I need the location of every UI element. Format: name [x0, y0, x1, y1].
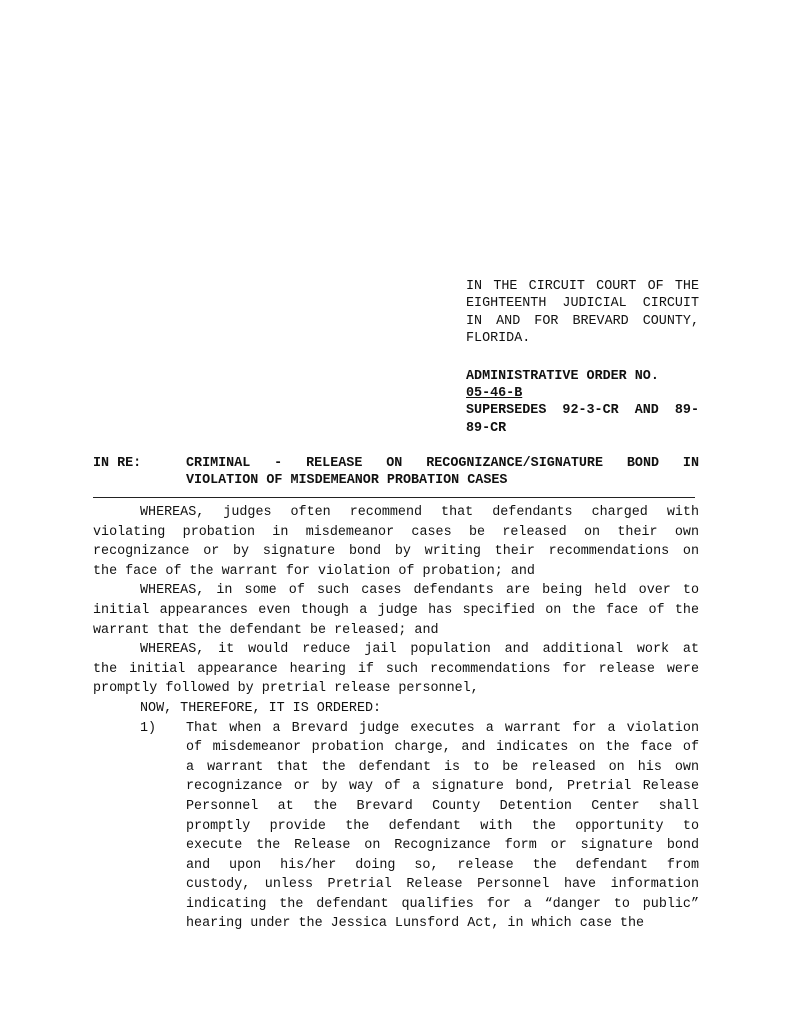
court-caption-line: IN THE CIRCUIT COURT OF THE	[466, 279, 699, 294]
item-text-line: execute the Release on Recognizance form or signature bond	[186, 838, 699, 854]
court-caption-line: IN AND FOR BREVARD COUNTY,	[466, 313, 699, 329]
item-text-line: indicating the defendant qualifies for a “danger to public”	[186, 896, 699, 912]
court-caption-line: FLORIDA.	[466, 331, 531, 347]
item-text-line: Personnel at the Brevard County Detention Center shall	[186, 798, 699, 814]
order-supersedes-line: SUPERSEDES 92-3-CR AND 89-	[466, 403, 699, 419]
whereas-paragraph-line: the face of the warrant for violation of probation; and	[93, 563, 535, 579]
whereas-paragraph-line: initial appearances even though a judge has specified on the face of the	[93, 602, 699, 618]
order-number-line: 05-46-B	[466, 386, 523, 402]
whereas-paragraph-line: WHEREAS, in some of such cases defendants are being held over to	[140, 583, 699, 599]
item-text-line: custody, unless Pretrial Release Personnel have information	[186, 877, 699, 893]
whereas-paragraph-line: violating probation in misdemeanor cases be released on their own	[93, 524, 699, 540]
whereas-paragraph-line: WHEREAS, it would reduce jail population and additional work at	[140, 642, 699, 658]
item-text-line: promptly provide the defendant with the opportunity to	[186, 818, 699, 834]
in-re-subject	[186, 456, 699, 489]
in-re-subject-line: CRIMINAL - RELEASE ON RECOGNIZANCE/SIGNATURE BOND IN	[186, 456, 699, 471]
order-number-line: ADMINISTRATIVE ORDER NO.	[466, 368, 659, 384]
item-text-line: a warrant that the defendant is to be released on his own	[186, 759, 699, 775]
item-text-line: recognizance or by way of a signature bond, Pretrial Release	[186, 779, 699, 795]
ordered-item-1	[93, 719, 699, 935]
whereas-paragraph-line: the initial appearance hearing if such recommendations for release were	[93, 661, 699, 677]
item-text-line: and upon his/her doing so, release the defendant from	[186, 857, 699, 873]
in-re-label: IN RE:	[93, 456, 142, 471]
item-text-line: hearing under the Jessica Lunsford Act, in which case the	[186, 916, 645, 932]
court-caption	[466, 278, 699, 437]
order-body	[93, 503, 699, 934]
item-number: 1)	[140, 720, 157, 736]
item-text-line: That when a Brevard judge executes a warrant for a violation	[186, 720, 699, 736]
whereas-paragraph-line: warrant that the defendant be released; and	[93, 622, 439, 638]
item-text	[186, 719, 699, 935]
whereas-paragraph-line: WHEREAS, judges often recommend that defendants charged with	[140, 505, 699, 520]
ordered-heading: NOW, THEREFORE, IT IS ORDERED:	[140, 700, 382, 716]
in-re-subject-line: VIOLATION OF MISDEMEANOR PROBATION CASES	[186, 472, 508, 488]
item-text-line: of misdemeanor probation charge, and indicates on the face of	[186, 740, 699, 756]
administrative-order-number	[466, 368, 699, 438]
whereas-paragraph-line: promptly followed by pretrial release personnel,	[93, 681, 479, 697]
whereas-paragraph-line: recognizance or by signature bond by writing their recommendations on	[93, 544, 699, 560]
horizontal-rule	[93, 497, 695, 498]
order-supersedes-line: 89-CR	[466, 420, 507, 436]
court-caption-line: EIGHTEENTH JUDICIAL CIRCUIT	[466, 296, 699, 312]
